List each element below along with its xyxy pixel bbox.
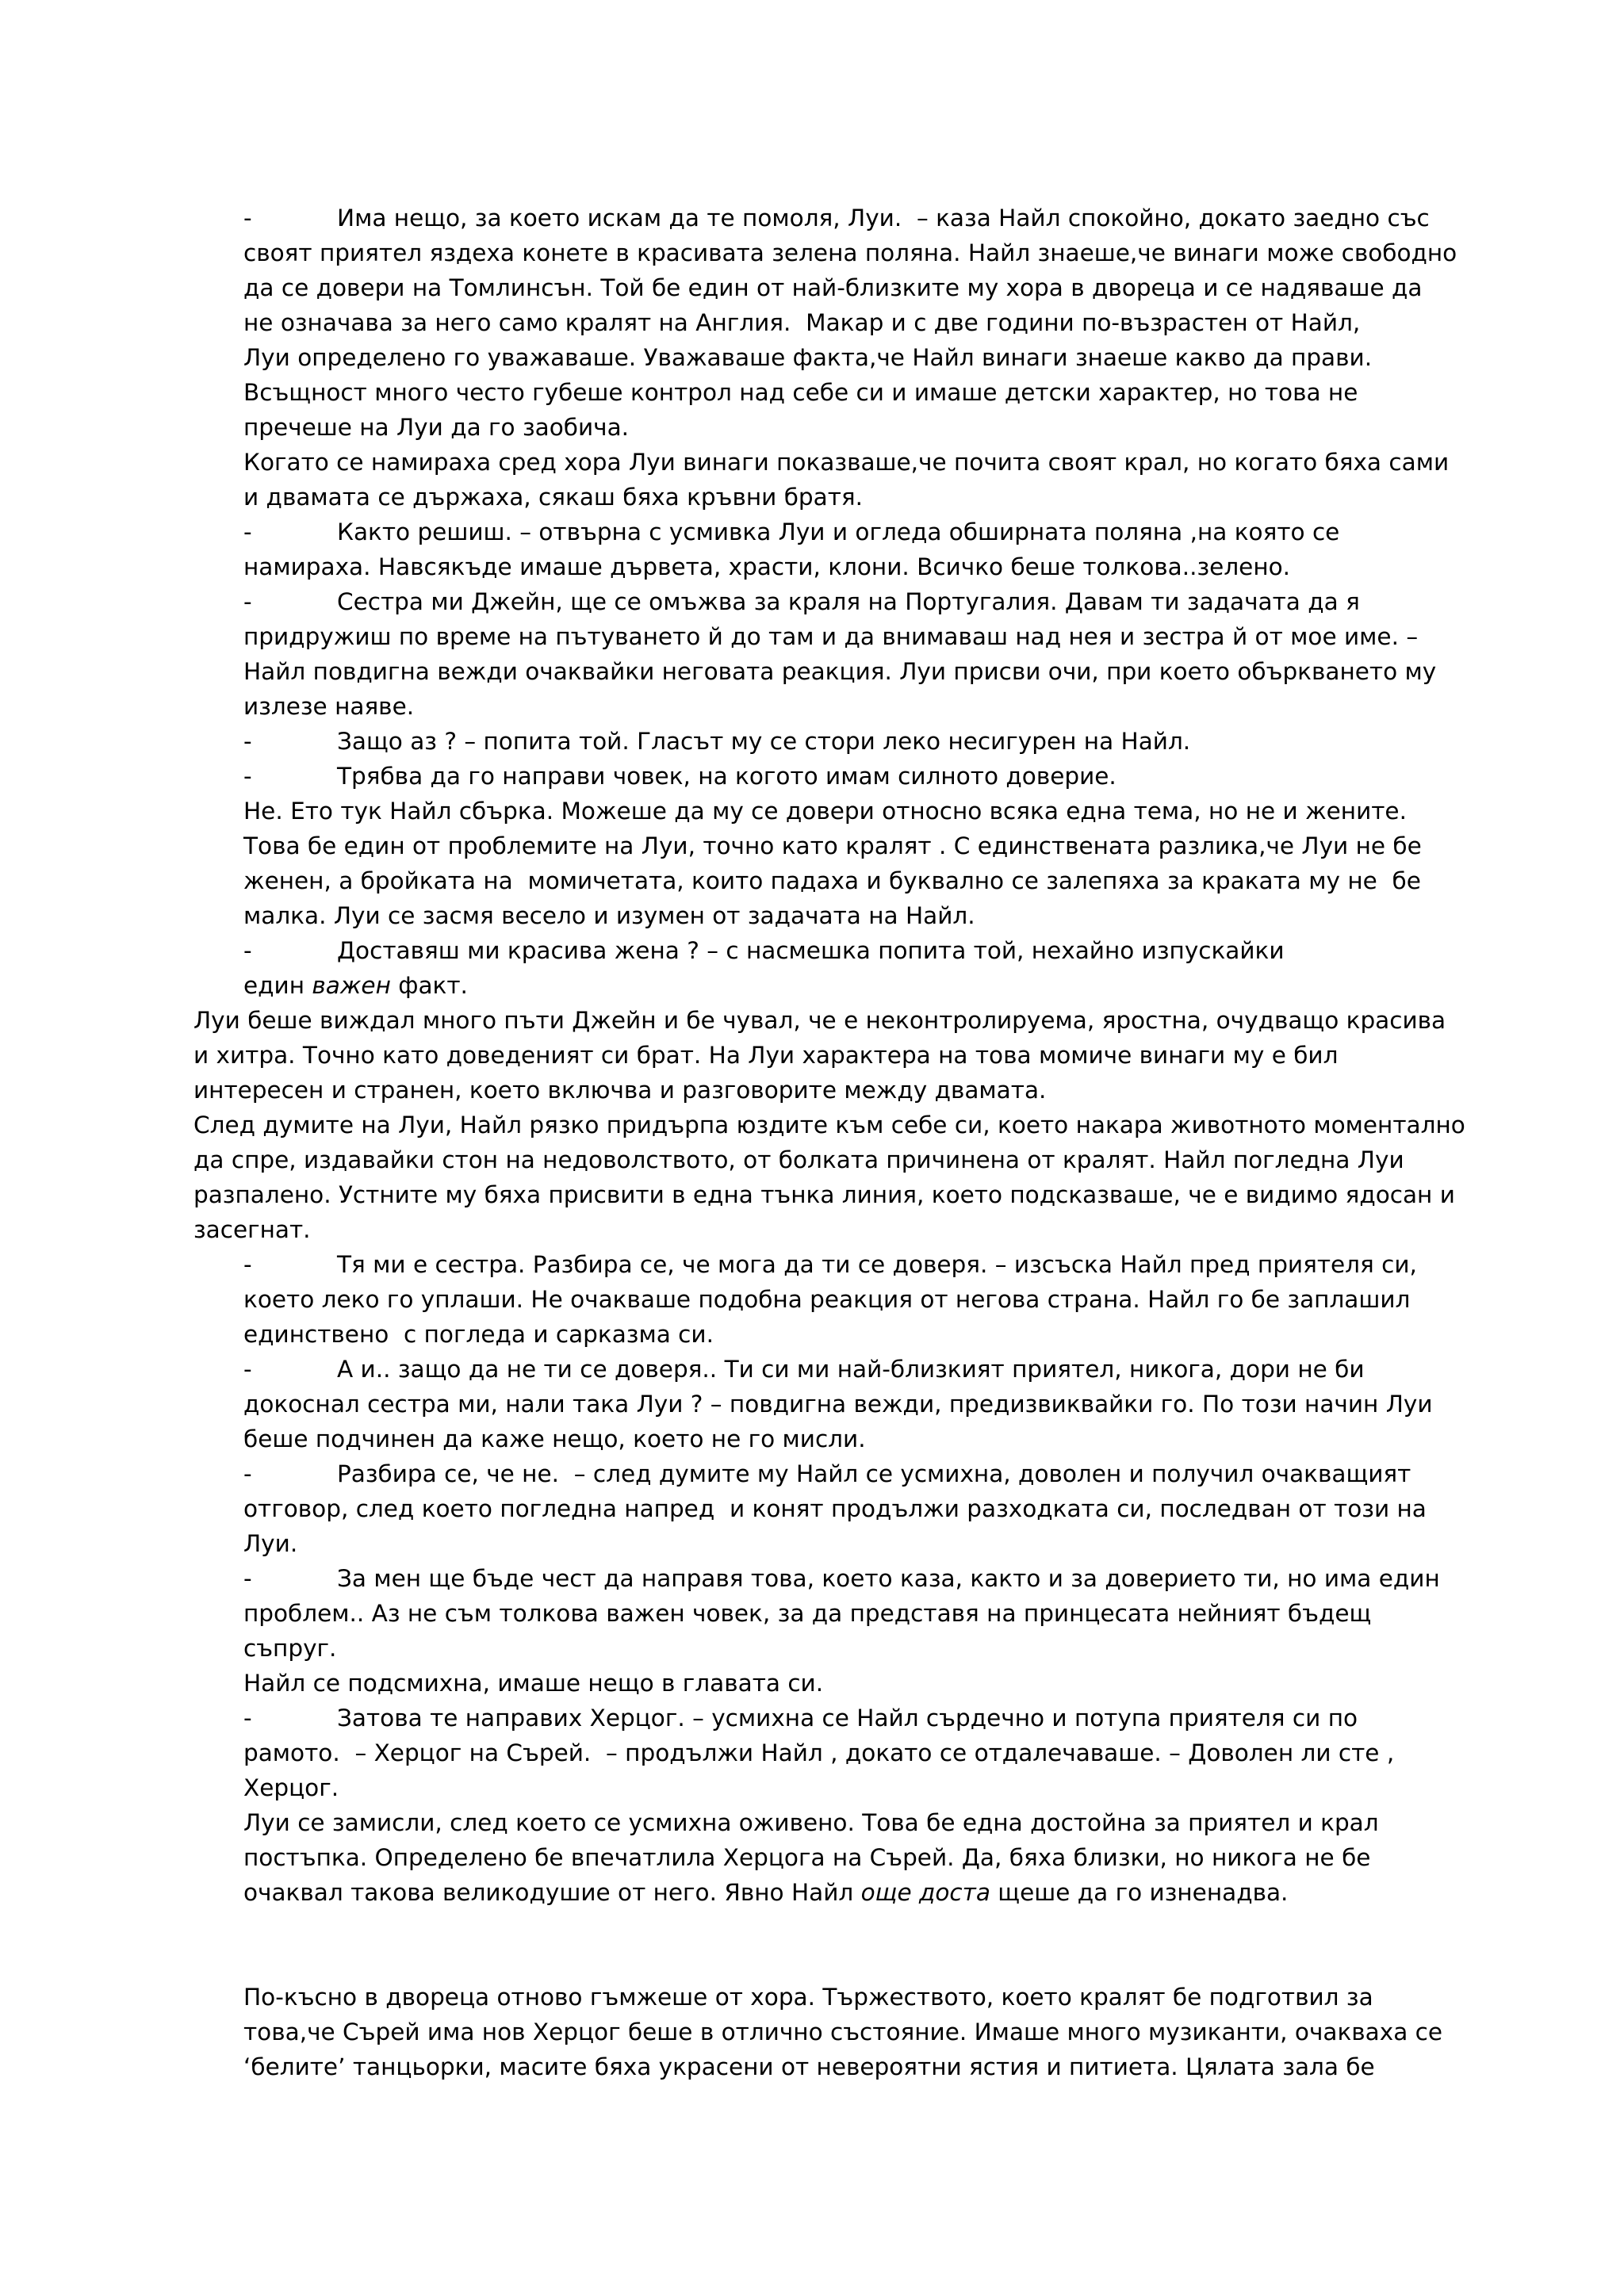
text-line (0, 689, 1624, 724)
line-text: Луи беше виждал много пъти Джейн и бе чувал, че е неконтролируема, яростна, очудващо красива (193, 1007, 1446, 1034)
text-line (0, 1666, 1624, 1701)
line-text: Луи се замисли, след което се усмихна оживено. Това бе една достойна за приятел и крал (243, 1809, 1379, 1836)
text-line (0, 1282, 1624, 1317)
line-text: Има нещо, за което искам да те помоля, Луи. – каза Найл спокойно, докато заедно със (337, 205, 1430, 232)
text-line (0, 549, 1624, 584)
text-line (0, 1840, 1624, 1875)
line-text: По-късно в двореца отново гъмжеше от хора. Тържеството, което кралят бе подготвил за (243, 1984, 1373, 2011)
text-line (0, 1317, 1624, 1352)
line-text: Както решиш. – отвърна с усмивка Луи и огледа обширната поляна ,на която се (337, 519, 1340, 545)
text-line (0, 1526, 1624, 1561)
line-text: След думите на Луи, Найл рязко придърпа юздите към себе си, което накара животното моментално (193, 1112, 1465, 1138)
text-line (0, 2049, 1624, 2084)
line-text: разпалено. Устните му бяха присвити в една тънка линия, което подсказваше, че е видимо ядосан и (193, 1181, 1455, 1208)
document-body (0, 201, 1624, 2084)
line-text: малка. Луи се засмя весело и изумен от задачата на Найл. (243, 902, 975, 929)
dialogue-dash: - (243, 519, 252, 545)
text-line (0, 1142, 1624, 1177)
line-text: интересен и странен, което включва и разговорите между двамата. (193, 1077, 1047, 1104)
text-line (0, 1073, 1624, 1108)
text-line (0, 1770, 1624, 1805)
line-text: единствено с погледа и сарказма си. (243, 1321, 714, 1348)
text-line (0, 1003, 1624, 1038)
line-text: Тя ми е сестра. Разбира се, че мога да ти се доверя. – изсъска Найл пред приятеля си, (337, 1251, 1417, 1278)
line-text: ‘белите’ танцьорки, масите бяха украсени от невероятни ястия и питиета. Цялата зала бе (243, 2053, 1375, 2080)
line-text: засегнат. (193, 1216, 311, 1243)
text-line (0, 480, 1624, 515)
text-line (0, 1980, 1624, 2015)
line-text: За мен ще бъде чест да направя това, което каза, както и за доверието ти, но има един (337, 1565, 1440, 1592)
text-line (0, 1875, 1624, 1910)
dialogue-line (0, 724, 1624, 759)
line-text: Разбира се, че не. – след думите му Найл се усмихна, доволен и получил очакващият (337, 1460, 1411, 1487)
line-text: своят приятел яздеха конете в красивата зелена поляна. Найл знаеше,че винаги може свободно (243, 239, 1457, 266)
dialogue-dash: - (243, 588, 252, 615)
text-line (0, 619, 1624, 654)
line-text: отговор, след което погледна напред и конят продължи разходката си, последван от този на (243, 1495, 1427, 1522)
text-line (0, 863, 1624, 898)
dialogue-line (0, 1561, 1624, 1596)
dialogue-dash: - (243, 205, 252, 232)
line-text-continued: факт. (390, 972, 468, 999)
emphasis-text: важен (312, 972, 391, 999)
dialogue-line (0, 759, 1624, 794)
dialogue-dash: - (243, 728, 252, 755)
text-line (0, 340, 1624, 375)
text-line (0, 1212, 1624, 1247)
text-line (0, 654, 1624, 689)
text-line (0, 1422, 1624, 1456)
line-text: Не. Ето тук Найл сбърка. Можеше да му се довери относно всяка една тема, но не и жените. (243, 798, 1407, 825)
line-text: Луи. (243, 1530, 298, 1557)
line-text: съпруг. (243, 1635, 337, 1662)
text-line (0, 305, 1624, 340)
line-text: Найл повдигна вежди очаквайки неговата реакция. Луи присви очи, при което объркването му (243, 658, 1437, 685)
line-text: Найл се подсмихна, имаше нещо в главата си. (243, 1670, 824, 1697)
dialogue-line (0, 1247, 1624, 1282)
line-text: един (243, 972, 312, 999)
text-line (0, 898, 1624, 933)
line-text-continued: щеше да го изненадва. (990, 1879, 1289, 1906)
line-text: да спре, издавайки стон на недоволството, от болката причинена от кралят. Найл погледна Луи (193, 1146, 1404, 1173)
text-line (0, 410, 1624, 445)
line-text: А и.. защо да не ти се доверя.. Ти си ми най-близкият приятел, никога, дори не би (337, 1356, 1365, 1383)
text-line (0, 1387, 1624, 1422)
line-text: Това бе един от проблемите на Луи, точно като кралят . С единствената разлика,че Луи не бе (243, 832, 1422, 859)
line-text: беше подчинен да каже нещо, което не го мисли. (243, 1425, 866, 1452)
line-text: и хитра. Точно като доведеният си брат. На Луи характера на това момиче винаги му е бил (193, 1042, 1339, 1069)
line-text: Когато се намираха сред хора Луи винаги показваше,че почита своят крал, но когато бяха сами (243, 449, 1450, 476)
text-line (0, 1177, 1624, 1212)
dialogue-line (0, 584, 1624, 619)
line-text: рамото. – Херцог на Сърей. – продължи Найл , докато се отдалечаваше. – Доволен ли сте , (243, 1739, 1395, 1766)
line-text: докоснал сестра ми, нали така Луи ? – повдигна вежди, предизвиквайки го. По този начин Луи (243, 1391, 1433, 1418)
dialogue-dash: - (243, 1251, 252, 1278)
text-line (0, 794, 1624, 828)
text-line (0, 1631, 1624, 1666)
dialogue-dash: - (243, 1705, 252, 1732)
dialogue-dash: - (243, 937, 252, 964)
line-text: което леко го уплаши. Не очакваше подобна реакция от негова страна. Найл го бе заплашил (243, 1286, 1411, 1313)
line-text: намираха. Навсякъде имаше дървета, храсти, клони. Всичко беше толкова..зелено. (243, 553, 1291, 580)
text-line (0, 1038, 1624, 1073)
line-text: излезе наяве. (243, 693, 415, 720)
line-text: Херцог. (243, 1774, 339, 1801)
dialogue-dash: - (243, 1356, 252, 1383)
text-line (0, 1108, 1624, 1142)
dialogue-line (0, 933, 1624, 968)
text-line (0, 375, 1624, 410)
line-text: женен, а бройката на момичетата, които падаха и буквално се залепяха за краката му не бе (243, 867, 1421, 894)
text-line (0, 270, 1624, 305)
dialogue-line (0, 201, 1624, 235)
line-text: постъпка. Определено бе впечатлила Херцога на Сърей. Да, бяха близки, но никога не бе (243, 1844, 1371, 1871)
dialogue-dash: - (243, 1460, 252, 1487)
emphasis-text: още доста (860, 1879, 990, 1906)
line-text: Всъщност много често губеше контрол над себе си и имаше детски характер, но това не (243, 379, 1358, 406)
dialogue-line (0, 1352, 1624, 1387)
line-text: Сестра ми Джейн, ще се омъжва за краля на Португалия. Давам ти задачата да я (337, 588, 1360, 615)
line-text: не означава за него само кралят на Англия. Макар и с две години по-възрастен от Найл, (243, 309, 1361, 336)
dialogue-line (0, 515, 1624, 549)
paragraph-spacer (0, 1910, 1624, 1980)
line-text: да се довери на Томлинсън. Той бе един от най-близките му хора в двореца и се надяваше да (243, 274, 1423, 301)
line-text: придружиш по време на пътуването й до там и да внимаваш над нея и зестра й от мое име. – (243, 623, 1419, 650)
line-text: очаквал такова великодушие от него. Явно Найл (243, 1879, 861, 1906)
line-text: Луи определено го уважаваше. Уважаваше факта,че Найл винаги знаеше какво да прави. (243, 344, 1373, 371)
dialogue-line (0, 1701, 1624, 1735)
text-line (0, 1805, 1624, 1840)
text-line (0, 828, 1624, 863)
text-line (0, 968, 1624, 1003)
line-text: и двамата се държаха, сякаш бяха кръвни братя. (243, 484, 864, 511)
line-text: това,че Сърей има нов Херцог беше в отлично състояние. Имаше много музиканти, очакваха се (243, 2019, 1443, 2045)
dialogue-dash: - (243, 763, 252, 790)
line-text: Доставяш ми красива жена ? – с насмешка попита той, нехайно изпускайки (337, 937, 1285, 964)
text-line (0, 1596, 1624, 1631)
text-line (0, 1491, 1624, 1526)
line-text: проблем.. Аз не съм толкова важен човек, за да представя на принцесата нейният бъдещ (243, 1600, 1372, 1627)
line-text: Трябва да го направи човек, на когото имам силното доверие. (337, 763, 1116, 790)
dialogue-dash: - (243, 1565, 252, 1592)
text-line (0, 1735, 1624, 1770)
line-text: пречеше на Луи да го заобича. (243, 414, 630, 441)
text-line (0, 2015, 1624, 2049)
text-line (0, 235, 1624, 270)
text-line (0, 445, 1624, 480)
line-text: Защо аз ? – попита той. Гласът му се стори леко несигурен на Найл. (337, 728, 1191, 755)
dialogue-line (0, 1456, 1624, 1491)
line-text: Затова те направих Херцог. – усмихна се Найл сърдечно и потупа приятеля си по (337, 1705, 1358, 1732)
